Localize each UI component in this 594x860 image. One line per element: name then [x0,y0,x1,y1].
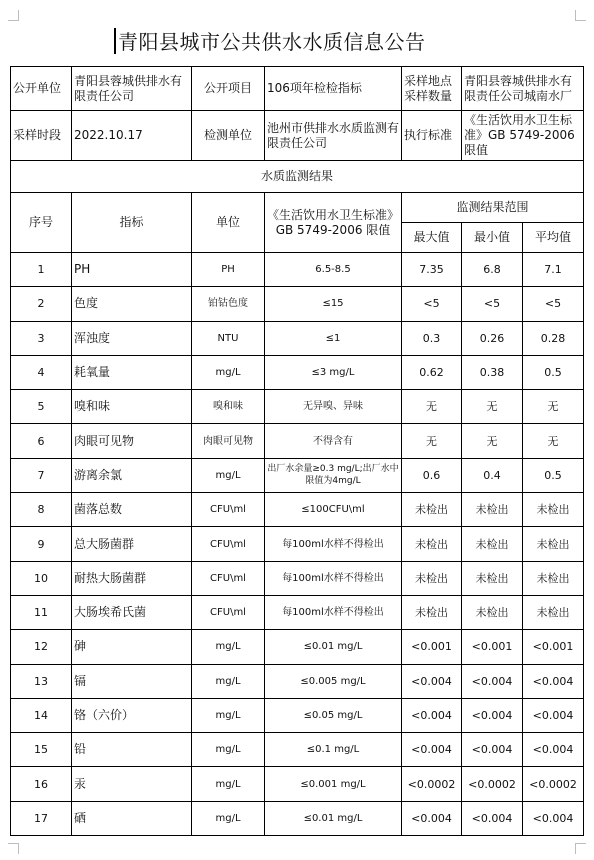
pub-unit-value: 青阳县蓉城供排水有限责任公司 [72,67,192,111]
page-corner-mark [8,843,19,854]
row-max: <0.004 [402,698,462,732]
row-no: 6 [11,424,72,458]
row-no: 9 [11,527,72,561]
table-row [11,801,584,835]
row-max: 未检出 [402,493,462,527]
table-row [11,287,584,321]
row-min: 无 [462,424,523,458]
row-no: 13 [11,664,72,698]
header-indicator: 指标 [72,193,192,253]
row-limit: ≤0.05 mg/L [265,698,402,732]
row-min: <0.004 [462,698,523,732]
row-indicator: 耗氧量 [72,355,192,389]
row-unit: PH [192,253,265,287]
row-avg: <0.004 [523,733,584,767]
row-unit: mg/L [192,767,265,801]
row-avg: 0.28 [523,321,584,355]
row-unit: mg/L [192,698,265,732]
row-min: <0.004 [462,801,523,835]
row-indicator: 大肠埃希氏菌 [72,595,192,629]
row-no: 3 [11,321,72,355]
table-row [11,527,584,561]
row-no: 14 [11,698,72,732]
row-unit: NTU [192,321,265,355]
row-avg: 未检出 [523,493,584,527]
row-unit: mg/L [192,801,265,835]
row-avg: <0.0002 [523,767,584,801]
row-indicator: 浑浊度 [72,321,192,355]
row-no: 4 [11,355,72,389]
info-row-public [11,67,584,111]
row-limit: ≤0.01 mg/L [265,630,402,664]
row-indicator: 菌落总数 [72,493,192,527]
sample-time-label: 采样时段 [11,111,72,161]
table-row [11,630,584,664]
row-limit: ≤0.01 mg/L [265,801,402,835]
row-unit: 嗅和味 [192,390,265,424]
text-cursor [114,28,116,54]
row-limit: 每100ml水样不得检出 [265,561,402,595]
row-limit: 每100ml水样不得检出 [265,527,402,561]
row-no: 12 [11,630,72,664]
table-row [11,733,584,767]
header-row-1 [11,193,584,223]
row-indicator: 汞 [72,767,192,801]
row-no: 2 [11,287,72,321]
row-limit: ≤3 mg/L [265,355,402,389]
sample-time-value: 2022.10.17 [72,111,192,161]
row-avg: <0.004 [523,664,584,698]
row-no: 1 [11,253,72,287]
row-indicator: 砷 [72,630,192,664]
row-no: 17 [11,801,72,835]
table-row [11,595,584,629]
row-max: 无 [402,424,462,458]
row-indicator: 耐热大肠菌群 [72,561,192,595]
row-max: 未检出 [402,595,462,629]
row-min: 0.38 [462,355,523,389]
table-row [11,767,584,801]
row-min: 0.26 [462,321,523,355]
row-avg: 无 [523,390,584,424]
row-avg: <5 [523,287,584,321]
row-min: <0.004 [462,733,523,767]
row-unit: mg/L [192,630,265,664]
page-corner-mark [575,10,586,21]
row-min: <0.0002 [462,767,523,801]
table-row [11,355,584,389]
row-limit: ≤0.005 mg/L [265,664,402,698]
row-no: 10 [11,561,72,595]
row-limit: ≤0.1 mg/L [265,733,402,767]
standard-value: 《生活饮用水卫生标准》GB 5749-2006限值 [462,111,584,161]
row-limit: 6.5-8.5 [265,253,402,287]
row-max: <5 [402,287,462,321]
pub-item-value: 106项年检检指标 [265,67,402,111]
row-no: 15 [11,733,72,767]
section-title-row [11,161,584,193]
row-no: 5 [11,390,72,424]
row-indicator: 铅 [72,733,192,767]
standard-label: 执行标准 [402,111,462,161]
row-max: <0.004 [402,664,462,698]
row-min: 6.8 [462,253,523,287]
row-limit: 不得含有 [265,424,402,458]
section-title: 水质监测结果 [11,161,584,193]
row-max: <0.004 [402,801,462,835]
table-row [11,424,584,458]
header-min: 最小值 [462,223,523,253]
test-unit-value: 池州市供排水水质监测有限责任公司 [265,111,402,161]
row-limit: ≤1 [265,321,402,355]
row-unit: CFU\ml [192,561,265,595]
row-limit: 出厂水余量≥0.3 mg/L;出厂水中限值为4mg/L [265,458,402,492]
row-unit: CFU\ml [192,493,265,527]
table-row [11,458,584,492]
row-max: 未检出 [402,561,462,595]
row-max: <0.004 [402,733,462,767]
pub-item-label: 公开项目 [192,67,265,111]
row-unit: mg/L [192,733,265,767]
pub-unit-label: 公开单位 [11,67,72,111]
header-max: 最大值 [402,223,462,253]
row-no: 11 [11,595,72,629]
row-max: 未检出 [402,527,462,561]
row-indicator: 铬（六价） [72,698,192,732]
row-min: 未检出 [462,493,523,527]
page-corner-mark [8,10,19,21]
row-indicator: 硒 [72,801,192,835]
row-max: 0.62 [402,355,462,389]
row-no: 16 [11,767,72,801]
row-min: 未检出 [462,561,523,595]
row-avg: 0.5 [523,355,584,389]
row-max: 无 [402,390,462,424]
row-min: 未检出 [462,527,523,561]
row-limit: 每100ml水样不得检出 [265,595,402,629]
header-limit: 《生活饮用水卫生标准》GB 5749-2006 限值 [265,193,402,253]
row-limit: 无异嗅、异味 [265,390,402,424]
row-unit: mg/L [192,355,265,389]
row-max: 0.3 [402,321,462,355]
row-avg: <0.001 [523,630,584,664]
table-row [11,561,584,595]
row-no: 8 [11,493,72,527]
row-indicator: PH [72,253,192,287]
row-max: 0.6 [402,458,462,492]
row-limit: ≤15 [265,287,402,321]
row-avg: 7.1 [523,253,584,287]
page-title: 青阳县城市公共供水水质信息公告 [118,30,426,54]
row-min: 未检出 [462,595,523,629]
row-indicator: 嗅和味 [72,390,192,424]
row-no: 7 [11,458,72,492]
info-row-sample [11,111,584,161]
table-row [11,493,584,527]
row-unit: 铂钴色度 [192,287,265,321]
row-max: 7.35 [402,253,462,287]
row-indicator: 游离余氯 [72,458,192,492]
test-unit-label: 检测单位 [192,111,265,161]
water-quality-table [10,66,584,836]
row-indicator: 肉眼可见物 [72,424,192,458]
table-row [11,664,584,698]
page-corner-mark [575,843,586,854]
sample-loc-value: 青阳县蓉城供排水有限责任公司城南水厂 [462,67,584,111]
row-indicator: 色度 [72,287,192,321]
table-row [11,321,584,355]
row-unit: CFU\ml [192,527,265,561]
row-min: <0.004 [462,664,523,698]
table-row [11,390,584,424]
row-limit: ≤0.001 mg/L [265,767,402,801]
row-max: <0.0002 [402,767,462,801]
row-min: 无 [462,390,523,424]
row-min: 0.4 [462,458,523,492]
row-indicator: 镉 [72,664,192,698]
table-row [11,698,584,732]
row-avg: 未检出 [523,527,584,561]
table-row [11,253,584,287]
row-unit: mg/L [192,458,265,492]
header-unit: 单位 [192,193,265,253]
row-avg: <0.004 [523,698,584,732]
row-avg: 未检出 [523,595,584,629]
row-avg: 未检出 [523,561,584,595]
row-unit: CFU\ml [192,595,265,629]
row-avg: 无 [523,424,584,458]
row-unit: 肉眼可见物 [192,424,265,458]
row-avg: <0.004 [523,801,584,835]
sample-loc-label: 采样地点采样数量 [402,67,462,111]
row-limit: ≤100CFU\ml [265,493,402,527]
row-indicator: 总大肠菌群 [72,527,192,561]
row-max: <0.001 [402,630,462,664]
row-min: <0.001 [462,630,523,664]
header-no: 序号 [11,193,72,253]
row-min: <5 [462,287,523,321]
header-range: 监测结果范围 [402,193,584,223]
header-avg: 平均值 [523,223,584,253]
row-unit: mg/L [192,664,265,698]
row-avg: 0.5 [523,458,584,492]
